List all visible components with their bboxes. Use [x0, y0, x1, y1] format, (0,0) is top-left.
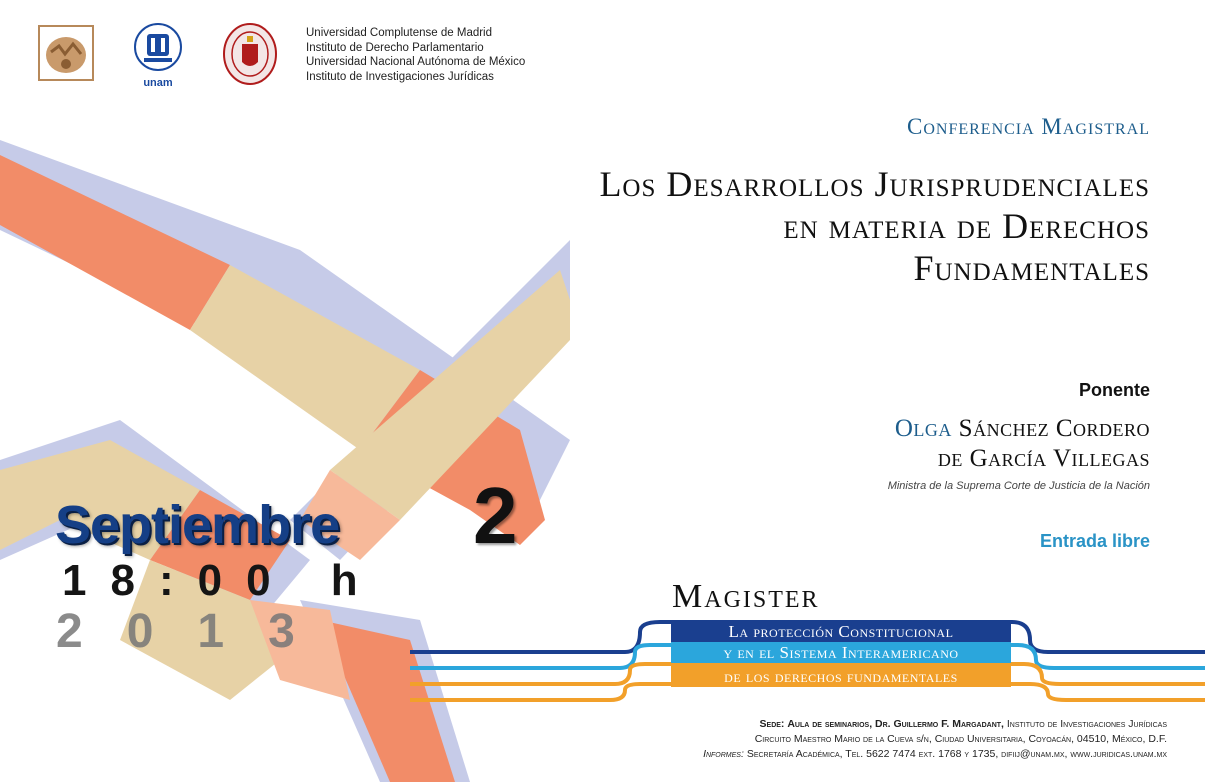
program-band-line: de los derechos fundamentales — [671, 666, 1011, 687]
event-kicker: Conferencia Magistral — [907, 114, 1150, 139]
ucm-seal-logo — [222, 22, 278, 86]
event-month: Septiembre — [55, 495, 340, 555]
speaker-surname: Sánchez Cordero — [958, 415, 1150, 442]
institution-line: Instituto de Investigaciones Jurídicas — [306, 70, 494, 83]
speaker-surname-line2: de García Villegas — [937, 445, 1150, 472]
program-band-line: La protección Constitucional — [671, 621, 1011, 642]
iij-emblem-icon — [130, 22, 186, 72]
speaker-name — [895, 414, 1150, 474]
institution-line: Universidad Complutense de Madrid — [306, 27, 493, 39]
title-line: en materia de Derechos — [783, 206, 1150, 246]
program-band-line: y en el Sistema Interamericano — [671, 642, 1011, 663]
institutions-list — [306, 26, 525, 84]
event-time: 18:00 h — [62, 556, 382, 605]
free-entry-label: Entrada libre — [1039, 531, 1150, 551]
iij-unam-logo — [130, 22, 186, 89]
unam-seal-logo — [37, 24, 95, 82]
info-contact: Secretaría Académica, Tel. 5622 7474 ext. 1768 y 1735, difiij@unam.mx, www.juridicas.unam.mx — [746, 748, 1167, 760]
venue-footer — [703, 717, 1167, 762]
title-line: Los Desarrollos Jurisprudenciales — [599, 164, 1150, 204]
venue-address: Circuito Maestro Mario de la Cueva s/n, Ciudad Universitaria, Coyoacán, 04510, México, D.F. — [754, 733, 1167, 745]
title-line: Fundamentales — [913, 248, 1150, 288]
info-label: Informes: — [703, 748, 744, 760]
event-year: 2013 — [56, 605, 339, 658]
institution-line: Universidad Nacional Autónoma de México — [306, 56, 526, 68]
program-name: Magister — [672, 578, 820, 615]
institution-line: Instituto de Derecho Parlamentario — [306, 41, 484, 54]
venue-room: Aula de seminarios, Dr. Guillermo F. Margadant, — [787, 718, 1004, 730]
event-day: 2 — [473, 471, 518, 560]
venue-label: Sede: — [759, 718, 785, 730]
speaker-heading: Ponente — [1078, 380, 1150, 400]
event-title — [599, 163, 1150, 289]
speaker-role: Ministra de la Suprema Corte de Justicia de la Nación — [887, 480, 1150, 492]
speaker-first-name: Olga — [894, 415, 952, 442]
venue-institute: Instituto de Investigaciones Jurídicas — [1006, 718, 1167, 730]
iij-logo-text: unam — [143, 77, 173, 89]
